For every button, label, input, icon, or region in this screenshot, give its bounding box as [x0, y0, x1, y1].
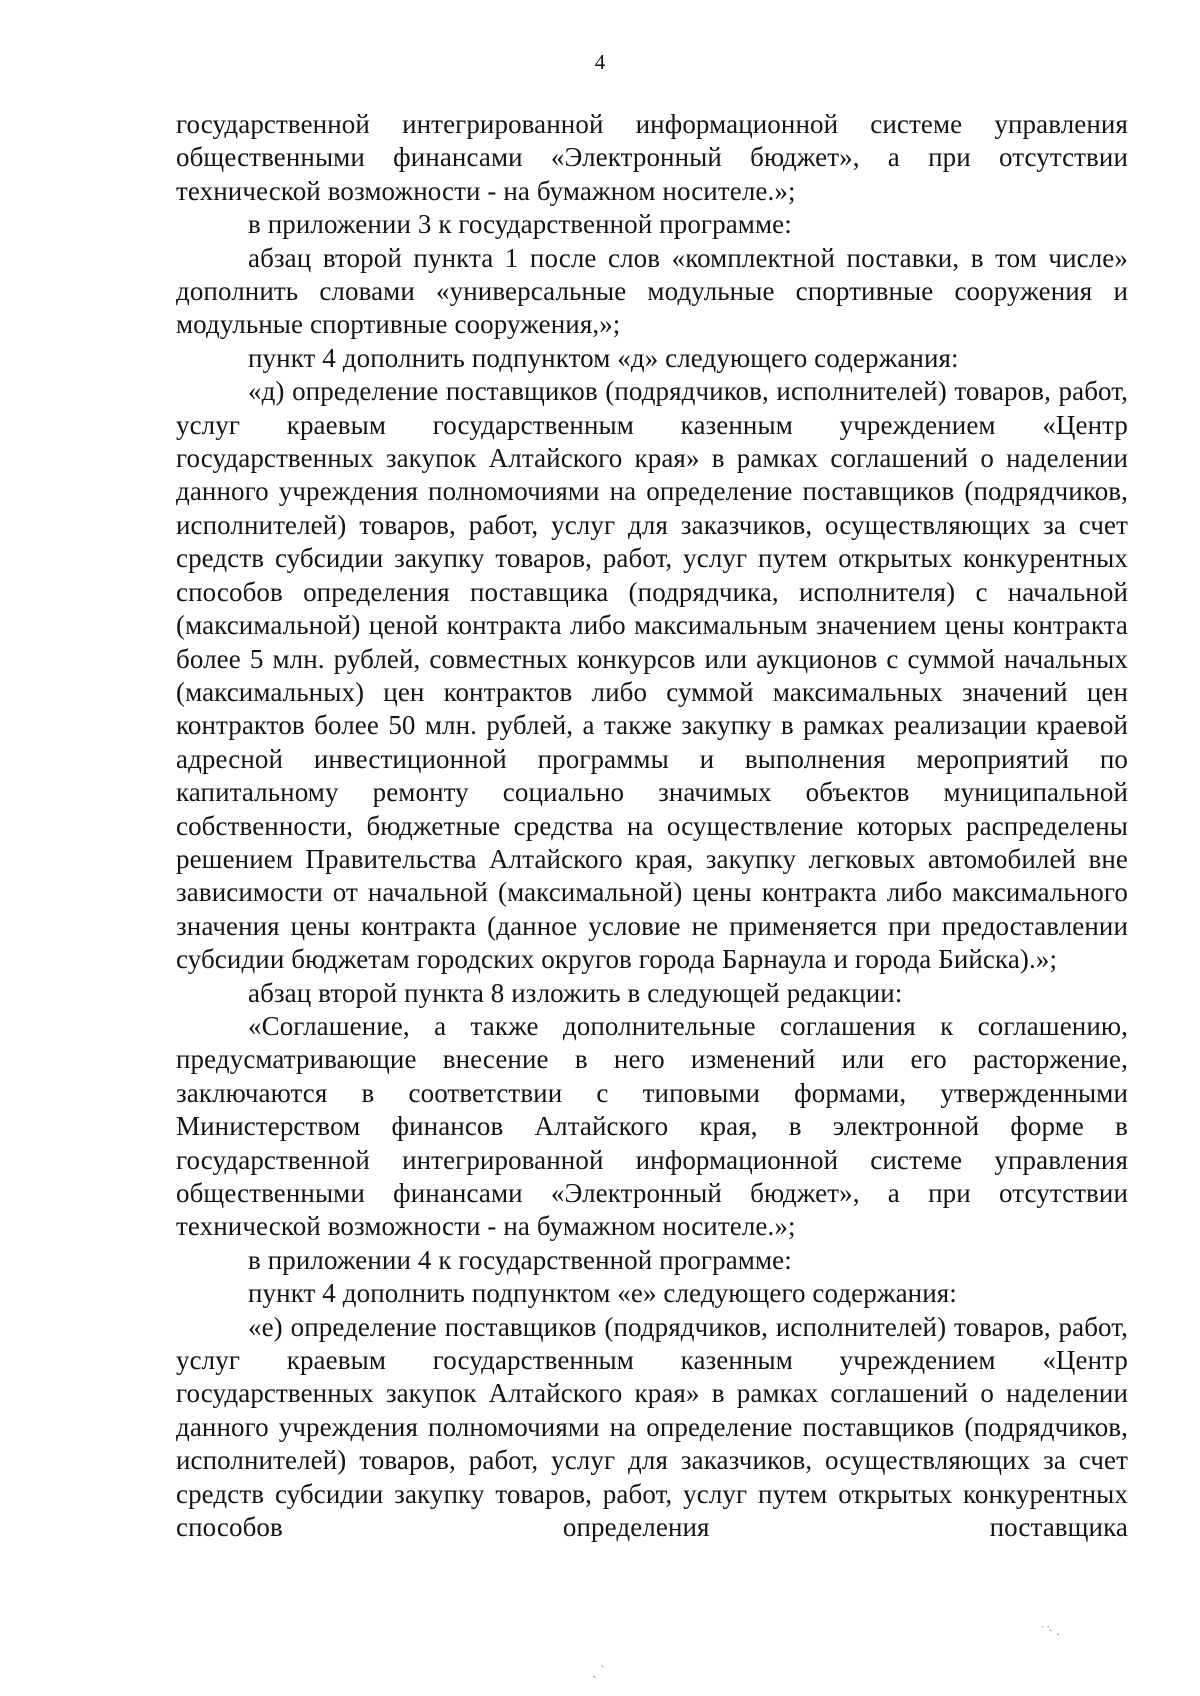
paragraph: «д) определение поставщиков (подрядчиков, исполнителей) товаров, работ, услуг краевым государственным казенным учреждением «Центр государственных закупок Алтайского края» в рамках соглашений о наделении данного учреждения полномочиями на определение поставщиков (подрядчиков, исполнителей) товаров, работ, услуг для заказчиков, осуществляющих за счет средств субсидии закупку товаров, работ, услуг путем открытых конкурентных способов определения поставщика (подрядчика, исполнителя) с начальной (максимальной) ценой контракта либо максимальным значением цены контракта более 5 млн. рублей, совместных конкурсов или аукционов с суммой начальных (максимальных) цен контрактов либо суммой максимальных значений цен контрактов более 50 млн. рублей, а также закупку в рамках реализации краевой адресной инвестиционной программы и выполнения мероприятий по капитальному ремонту социально значимых объектов муниципальной собственности, бюджетные средства на осуществление которых распределены решением Правительства Алтайского края, закупку легковых автомобилей вне зависимости от начальной (максимальной) цены контракта либо максимального значения цены контракта (данное условие не применяется при предоставлении субсидии бюджетам городских округов города Барнаула и города Бийска).»; — [176, 376, 1128, 975]
paragraph: «е) определение поставщиков (подрядчиков, исполнителей) товаров, работ, услуг краевым государственным казенным учреждением «Центр государственных закупок Алтайского края» в рамках соглашений о наделении данного учреждения полномочиями на определение поставщиков (подрядчиков, исполнителей) товаров, работ, услуг для заказчиков, осуществляющих за счет средств субсидии закупку товаров, работ, услуг путем открытых конкурентных способов определения поставщика — [176, 1311, 1128, 1543]
paragraph: в приложении 4 к государственной программе: — [248, 1244, 792, 1275]
paragraph: государственной интегрированной информационной системе управления общественными финансами «Электронный бюджет», а при отсутствии технической возможности - на бумажном носителе.»; — [176, 109, 1128, 206]
document-body — [176, 108, 1128, 1544]
paragraph: абзац второй пункта 8 изложить в следующей редакции: — [248, 977, 903, 1008]
page-number: 4 — [594, 50, 606, 74]
paragraph: пункт 4 дополнить подпунктом «д» следующего содержания: — [248, 342, 959, 373]
paragraph: абзац второй пункта 1 после слов «комплектной поставки, в том числе» дополнить словами «универсальные модульные спортивные сооружения и модульные спортивные сооружения,»; — [176, 242, 1128, 340]
paragraph: в приложении 3 к государственной программе: — [248, 209, 792, 240]
paragraph: пункт 4 дополнить подпунктом «е» следующего содержания: — [248, 1278, 957, 1309]
scan-artifact: ˙ ̇· . — [1040, 1624, 1060, 1639]
scan-artifact: ˎ ˋ — [592, 1664, 605, 1679]
paragraph: «Соглашение, а также дополнительные соглашения к соглашению, предусматривающие внесение в него изменений или его расторжение, заключаются в соответствии с типовыми формами, утвержденными Министерством финансов Алтайского края, в электронной форме в государственной интегрированной информационной системе управления общественными финансами «Электронный бюджет», а при отсутствии технической возможности - на бумажном носителе.»; — [176, 1010, 1128, 1242]
